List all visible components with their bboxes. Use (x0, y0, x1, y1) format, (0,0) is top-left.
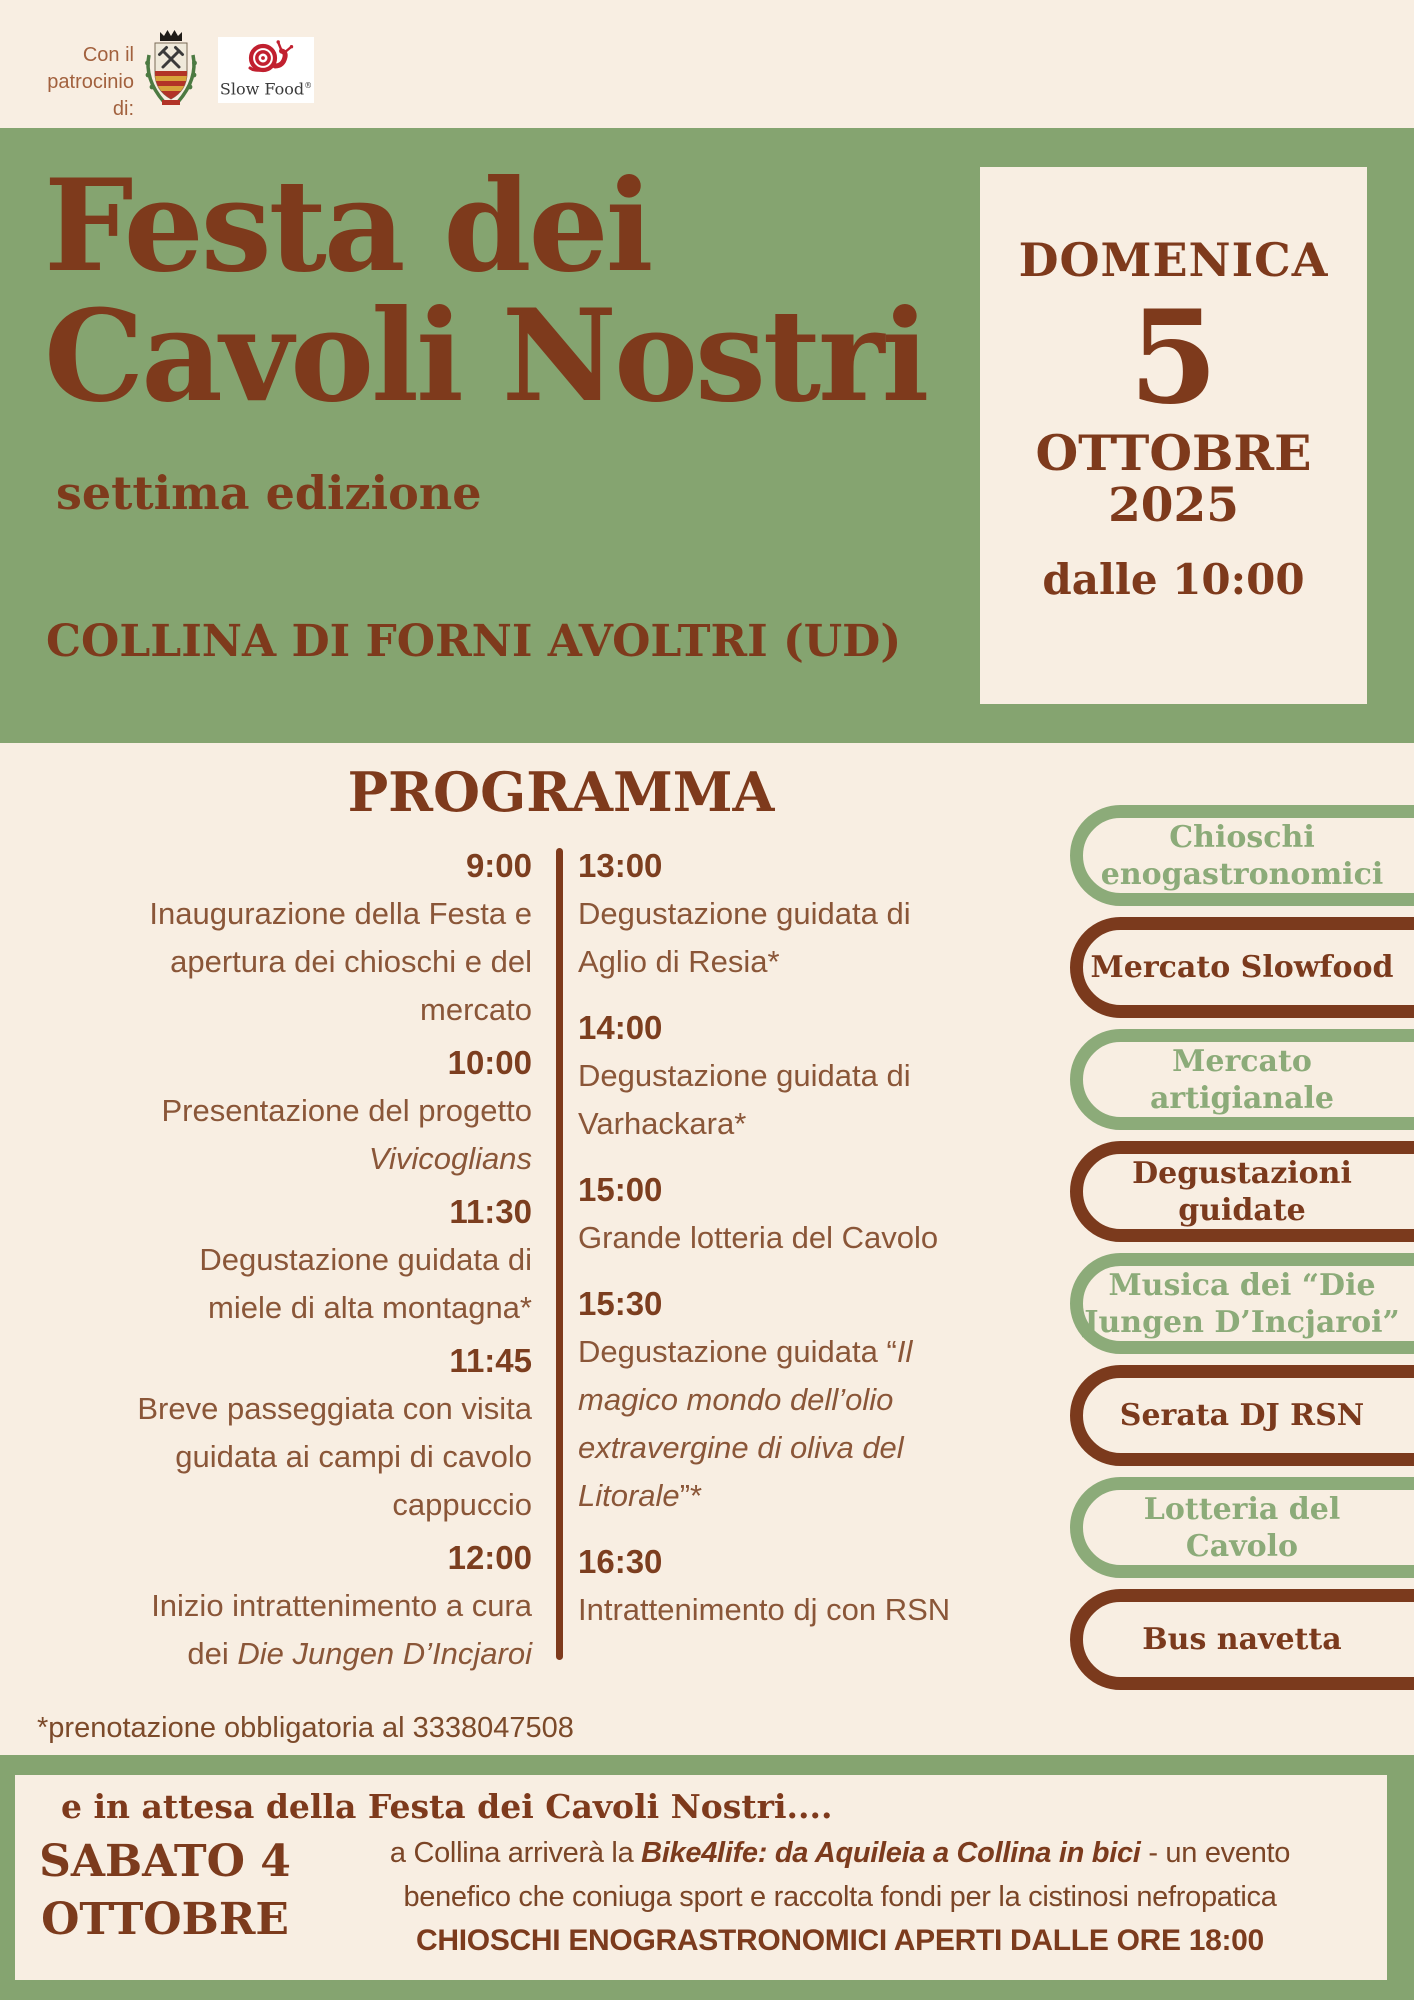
date-weekday: DOMENICA (1018, 233, 1329, 287)
footer-band (0, 1755, 1414, 2000)
program-desc-line: extravergine di oliva del (578, 1430, 904, 1465)
date-day: 5 (1128, 283, 1219, 433)
highlight-label: Degustazioni guidate (1132, 1155, 1352, 1228)
program-item (40, 842, 532, 1034)
program-desc-line: Vivicoglians (368, 1141, 532, 1176)
program-item (40, 1039, 532, 1183)
program-heading: PROGRAMMA (347, 760, 775, 824)
booking-footnote: *prenotazione obbligatoria al 3338047508 (37, 1712, 574, 1744)
program-item (40, 1337, 532, 1529)
highlight-pill (1070, 1253, 1414, 1354)
date-month: OTTOBRE (1035, 424, 1312, 482)
program-column-right (578, 842, 1030, 1652)
snail-icon (221, 37, 311, 77)
program-desc-line: Degustazione guidata di (199, 1242, 532, 1277)
program-desc-line: dei Die Jungen D’Incjaroi (187, 1636, 532, 1671)
program-time: 13:00 (578, 847, 663, 884)
footer-description-line2: benefico che coniuga sport e raccolta fondi per la cistinosi nefropatica (403, 1881, 1277, 1913)
event-title-line2: Cavoli Nostri (44, 281, 927, 430)
program-desc-line: guidata ai campi di cavolo (175, 1439, 532, 1474)
program-desc-line: Grande lotteria del Cavolo (578, 1220, 939, 1255)
program-desc-line: apertura dei chioschi e del (170, 944, 532, 979)
footer-teaser: e in attesa della Festa dei Cavoli Nostri.... (61, 1787, 833, 1826)
program-time: 15:00 (578, 1171, 663, 1208)
program-desc-line: Intrattenimento dj con RSN (578, 1592, 951, 1627)
program-time: 12:00 (447, 1539, 532, 1576)
program-desc-line: miele di alta montagna* (208, 1290, 532, 1325)
footer-kiosks-line: CHIOSCHI ENOGRASTRONOMICI APERTI DALLE ORE 18:00 (416, 1924, 1264, 1957)
program-desc-line: mercato (420, 992, 532, 1027)
slow-food-logo (218, 37, 314, 103)
program-desc-line: magico mondo dell’olio (578, 1382, 894, 1417)
footer-date-line2: OTTOBRE (41, 1894, 289, 1945)
municipal-crest-icon (142, 27, 200, 107)
slow-food-wordmark: Slow Food® (219, 79, 313, 99)
program-time: 11:30 (449, 1193, 532, 1230)
program-desc-line: Degustazione guidata di (578, 1058, 911, 1093)
program-desc-line: Aglio di Resia* (578, 944, 780, 979)
program-time: 16:30 (578, 1543, 663, 1580)
program-time: 10:00 (447, 1044, 532, 1081)
event-location: COLLINA DI FORNI AVOLTRI (UD) (46, 616, 902, 667)
program-desc-line: Inaugurazione della Festa e (149, 896, 532, 931)
program-desc-line: Degustazione guidata “Il (578, 1334, 913, 1369)
program-desc-line: Litorale”* (578, 1478, 703, 1513)
highlight-pill (1070, 1029, 1414, 1130)
highlight-pill (1070, 1365, 1414, 1466)
highlight-label: Mercato Slowfood (1090, 950, 1394, 985)
footer-description-line1: a Collina arriverà la Bike4life: da Aquileia a Collina in bici - un evento (389, 1837, 1291, 1869)
highlight-pill (1070, 805, 1414, 906)
highlight-label: Chioschi enogastronomici (1100, 819, 1384, 892)
footer-box (15, 1775, 1387, 1980)
program-time: 11:45 (449, 1342, 532, 1379)
program-time: 9:00 (465, 847, 532, 884)
date-box (980, 167, 1367, 704)
patronage-label-line1: Con il (82, 44, 134, 66)
highlight-label: Serata DJ RSN (1119, 1398, 1365, 1433)
program-item (40, 1534, 532, 1678)
footer-date-line1: SABATO 4 (39, 1836, 291, 1887)
highlight-pill (1070, 1141, 1414, 1242)
patronage-label (28, 42, 134, 123)
hero-banner (0, 128, 1414, 743)
highlight-pill (1070, 917, 1414, 1018)
program-item (40, 1188, 532, 1332)
highlight-pill (1070, 1477, 1414, 1578)
program-item (578, 1538, 1030, 1634)
program-time: 14:00 (578, 1009, 663, 1046)
program-desc-line: Degustazione guidata di (578, 896, 911, 931)
event-edition: settima edizione (56, 466, 482, 520)
program-column-left (40, 842, 532, 1683)
program-desc-line: Breve passeggiata con visita (137, 1391, 532, 1426)
program-item (578, 1280, 1030, 1520)
program-desc-line: Inizio intrattenimento a cura (151, 1588, 532, 1623)
event-title-line1: Festa dei (44, 152, 651, 300)
program-time: 15:30 (578, 1285, 663, 1322)
program-item (578, 1004, 1030, 1148)
program-item (578, 842, 1030, 986)
date-year: 2025 (1108, 478, 1239, 533)
program-column-divider (556, 848, 563, 1660)
highlight-pill (1070, 1589, 1414, 1690)
program-desc-line: cappuccio (392, 1487, 532, 1522)
program-desc-line: Varhackara* (578, 1106, 747, 1141)
event-title (44, 152, 927, 430)
program-item (578, 1166, 1030, 1262)
highlight-label: Musica dei “Die Jungen D’Incjaroi” (1084, 1267, 1400, 1340)
footer-date (25, 1833, 305, 1949)
patronage-label-line2: patrocinio di: (47, 71, 134, 120)
highlight-label: Bus navetta (1142, 1622, 1342, 1657)
date-start-time: dalle 10:00 (1042, 555, 1305, 604)
highlight-label: Lotteria del Cavolo (1143, 1491, 1341, 1564)
program-desc-line: Presentazione del progetto (161, 1093, 532, 1128)
footer-description (295, 1831, 1385, 1963)
highlight-label: Mercato artigianale (1149, 1043, 1335, 1116)
